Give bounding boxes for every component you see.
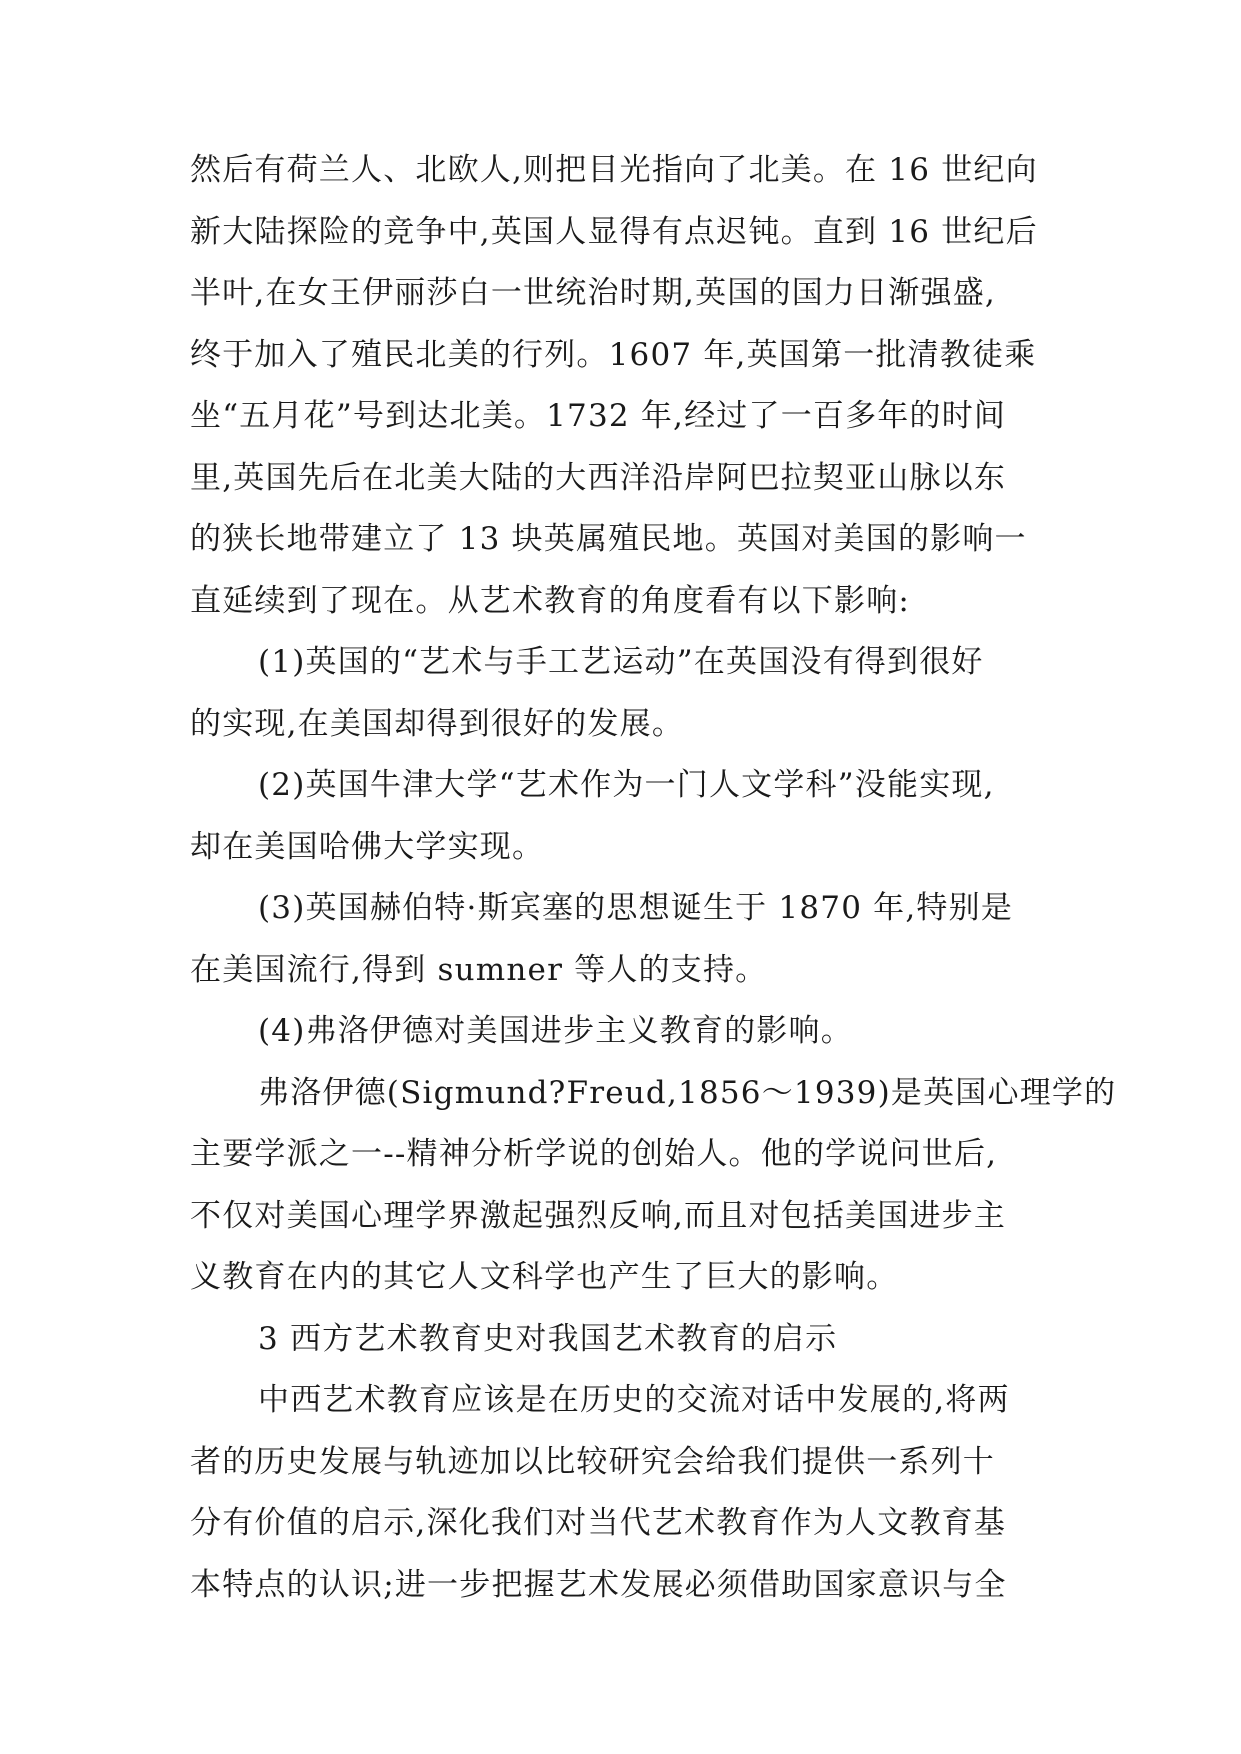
- text-line: 分有价值的启示,深化我们对当代艺术教育作为人文教育基: [190, 1505, 1007, 1541]
- text-line: 弗洛伊德(Sigmund?Freud,1856～1939)是英国心理学的: [258, 1074, 1117, 1111]
- text-line: 主要学派之一--精神分析学说的创始人。他的学说问世后,: [190, 1136, 998, 1172]
- body-text: [190, 140, 1117, 1616]
- text-line: 新大陆探险的竞争中,英国人显得有点迟钝。直到 16 世纪后: [190, 213, 1038, 250]
- text-line: 却在美国哈佛大学实现。: [190, 828, 545, 865]
- text-line: 本特点的认识;进一步把握艺术发展必须借助国家意识与全: [190, 1566, 1007, 1603]
- text-line: 义教育在内的其它人文科学也产生了巨大的影响。: [190, 1259, 899, 1295]
- text-line: 终于加入了殖民北美的行列。1607 年,英国第一批清教徒乘: [190, 336, 1037, 373]
- text-line: 里,英国先后在北美大陆的大西洋沿岸阿巴拉契亚山脉以东: [190, 459, 1007, 496]
- section-heading: 3 西方艺术教育史对我国艺术教育的启示: [258, 1320, 838, 1357]
- text-line: 的实现,在美国却得到很好的发展。: [190, 705, 685, 742]
- text-line: (3)英国赫伯特·斯宾塞的思想诞生于 1870 年,特别是: [258, 890, 1014, 926]
- text-line: 中西艺术教育应该是在历史的交流对话中发展的,将两: [258, 1382, 1010, 1418]
- text-line: (4)弗洛伊德对美国进步主义教育的影响。: [258, 1013, 853, 1049]
- text-line: 的狭长地带建立了 13 块英属殖民地。英国对美国的影响一: [190, 521, 1027, 557]
- text-line: 在美国流行,得到 sumner 等人的支持。: [190, 951, 768, 988]
- text-line: 直延续到了现在。从艺术教育的角度看有以下影响:: [190, 582, 911, 619]
- text-line: (2)英国牛津大学“艺术作为一门人文学科”没能实现,: [258, 767, 995, 803]
- text-line: 半叶,在女王伊丽莎白一世统治时期,英国的国力日渐强盛,: [190, 275, 996, 311]
- text-line: 然后有荷兰人、北欧人,则把目光指向了北美。在 16 世纪向: [190, 152, 1038, 188]
- text-line: (1)英国的“艺术与手工艺运动”在英国没有得到很好: [258, 644, 984, 680]
- text-line: 者的历史发展与轨迹加以比较研究会给我们提供一系列十: [190, 1443, 995, 1480]
- text-line: 坐“五月花”号到达北美。1732 年,经过了一百多年的时间: [190, 398, 1007, 434]
- text-line: 不仅对美国心理学界激起强烈反响,而且对包括美国进步主: [190, 1197, 1007, 1234]
